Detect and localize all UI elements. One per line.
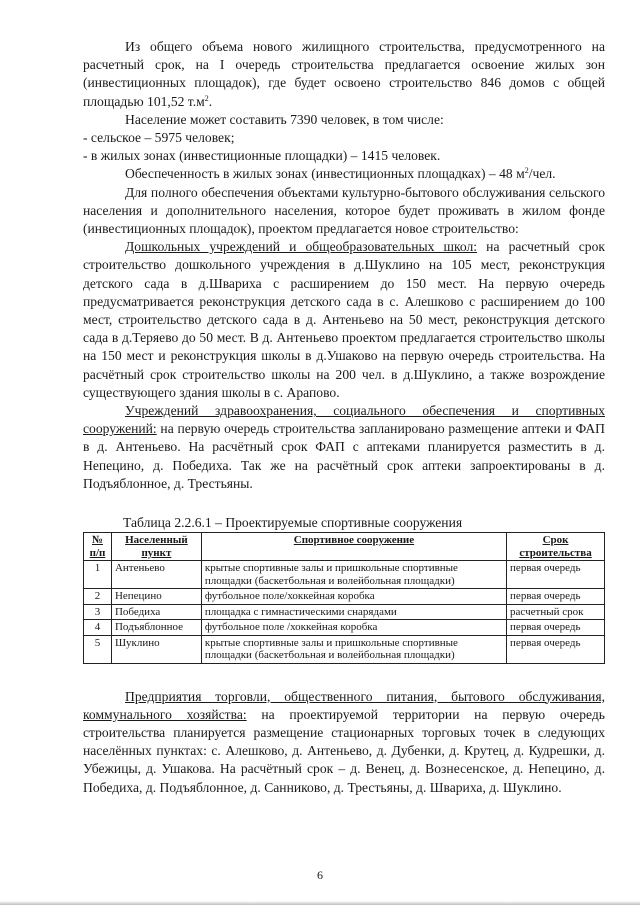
superscript: 2 [524,166,529,176]
paragraph-provision [83,165,605,183]
paragraph-schools-text: на расчетный срок строительство дошкольного учреждения в д.Шуклино на 105 мест, реконструкция детского сада в д.Швариха с расширением до 150 мест. На первую очередь предусматривается реконструкция детского сада в с. Алешково с расширением до 100 мест, строительство детского сада в д. Антеньево на 50 мест, реконструкция детского сада в д.Теряево до 50 мест. В д. Антеньево проектом предлагается строительство школы на 150 мест и реконструкция школы в д.Ушаково на первую очередь строительства. На расчётный срок строительство школы на 200 чел. в д.Шуклино, а также возрождение существующего здания школы в с. Арапово. [83,239,605,400]
cell-num: 4 [84,620,112,636]
page-number: 6 [317,868,323,882]
table-row [84,589,605,605]
cell-facility: футбольное поле/хоккейная коробка [201,589,506,605]
superscript: 2 [204,93,209,103]
section-heading-trade: Предприятия торговли, общественного питания, бытового обслуживания, коммунального хозяйства: [83,688,605,722]
cell-num: 1 [84,561,112,589]
paragraph-end: . [208,93,213,109]
paragraph-schools [83,238,605,402]
cell-facility: крытые спортивные залы и пришкольные спортивные площадки (баскетбольная и волейбольная площадки) [201,635,506,663]
header-num: № п/п [84,533,112,561]
list-item-residential: - в жилых зонах (инвестиционные площадки) – 1415 человек. [83,148,441,164]
header-place: Населенный пункт [111,533,201,561]
paragraph-population: Население может составить 7390 человек, в том числе: [125,111,444,127]
cell-place: Победиха [111,604,201,620]
paragraph-health-text: на первую очередь строительства запланировано размещение аптеки и ФАП в д. Антеньево. На расчётный срок ФАП с аптеками планируется разместить в д. Непецино, д. Победиха. Так же на расчётный срок аптеки запроектированы в д. Подъяблонное, д. Трестьяны. [83,421,605,491]
table-row [84,604,605,620]
section-heading-schools: Дошкольных учреждений и общеобразовательных школ: [125,239,478,255]
cell-num: 5 [84,635,112,663]
table-row [84,635,605,663]
paragraph-services: Для полного обеспечения объектами культурно-бытового обслуживания сельского населения и дополнительного населения, которое будет проживать в жилом фонде (инвестиционных площадок), проектом предлагается новое строительство: [83,184,605,237]
paragraph-housing-text: Из общего объема нового жилищного строительства, предусмотренного на расчетный срок, на I очередь строительства предлагается освоение жилых зон (инвестиционных площадок), где будет освоено строительство 846 домов с общей площадью 101,52 т.м [83,39,605,109]
cell-place: Подъяблонное [111,620,201,636]
section-heading-health: Учреждений здравоохранения, социального обеспечения и спортивных сооружений: [83,403,605,437]
header-term: Срок строительства [507,533,605,561]
cell-term: первая очередь [507,589,605,605]
paragraph-trade-text: на проектируемой территории на первую очередь строительства планируется размещение стационарных торговых точек в следующих населённых пунктах: с. Алешково, д. Антеньево, д. Дубенки, д. Крутец, д. Кудрешки, д. Убежицы, д. Ушакова. На расчётный срок – д. Венец, д. Вознесенское, д. Непецино, д. Победиха, д. Подъяблонное, д. Санниково, д. Трестьяны, д. Швариха, д. Шуклино. [83,706,605,795]
cell-term: первая очередь [507,561,605,589]
cell-place: Антеньево [111,561,201,589]
cell-facility: площадка с гимнастическими снарядами [201,604,506,620]
header-facility: Спортивное сооружение [201,533,506,561]
cell-term: первая очередь [507,635,605,663]
cell-place: Шуклино [111,635,201,663]
paragraph-health [83,402,605,493]
cell-place: Непецино [111,589,201,605]
scan-edge [0,901,640,905]
table-header-row [84,533,605,561]
table-caption: Таблица 2.2.6.1 – Проектируемые спортивные сооружения [123,515,463,531]
cell-facility: футбольное поле /хоккейная коробка [201,620,506,636]
cell-term: первая очередь [507,620,605,636]
table-row [84,561,605,589]
paragraph-trade [83,688,605,797]
cell-facility: крытые спортивные залы и пришкольные спортивные площадки (баскетбольная и волейбольная площадки) [201,561,506,589]
cell-num: 3 [84,604,112,620]
paragraph-end: /чел. [528,166,556,182]
paragraph-housing [83,38,605,111]
list-item-rural: - сельское – 5975 человек; [83,130,235,146]
page-content [83,38,605,797]
table-row [84,620,605,636]
cell-term: расчетный срок [507,604,605,620]
cell-num: 2 [84,589,112,605]
paragraph-provision-text: Обеспеченность в жилых зонах (инвестиционных площадках) – 48 м [125,166,525,182]
sports-facilities-table [83,532,605,664]
